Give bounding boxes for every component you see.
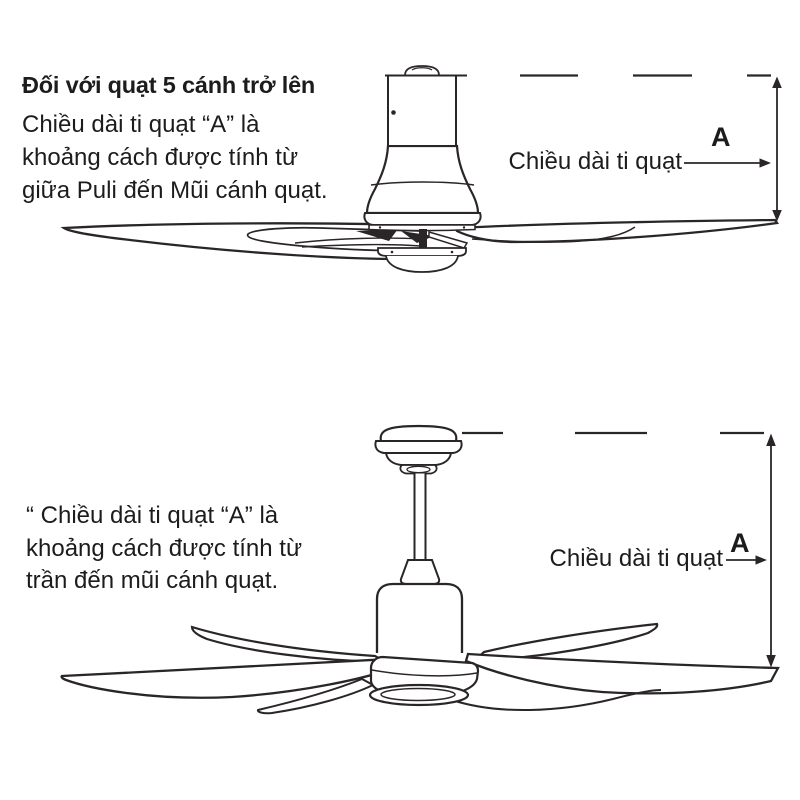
fan-top-screw <box>391 110 396 115</box>
top-dimension-label: Chiều dài ti quạt <box>508 148 682 175</box>
fan-top-bottom-dome <box>386 256 458 272</box>
fan-bottom-light-band <box>370 657 478 705</box>
arrowhead-down-bottom <box>766 655 776 668</box>
top-description-line-2: khoảng cách được tính từ <box>22 144 299 171</box>
arrowhead-up-top <box>772 77 782 89</box>
top-section-description <box>22 108 328 207</box>
bottom-description-line-1: “ Chiều dài ti quạt “A” là <box>26 502 279 529</box>
fan-top-body <box>364 66 480 231</box>
fan-bottom-canopy <box>375 426 461 474</box>
bottom-description-line-2: khoảng cách được tính từ <box>26 534 303 562</box>
top-section-heading: Đối với quạt 5 cánh trở lên <box>22 72 316 98</box>
bottom-dimension-letter: A <box>730 528 750 558</box>
bottom-description-line-3: trần đến mũi cánh quạt. <box>26 567 279 594</box>
arrowhead-up-bottom <box>766 434 776 447</box>
fan-bottom-downrod <box>415 474 426 561</box>
top-dimension-letter: A <box>711 122 731 152</box>
arrowhead-right-top <box>760 158 772 167</box>
fan-top-motor-housing <box>388 76 456 147</box>
fan-bottom-motor-housing <box>377 584 462 653</box>
fan-bottom-coupling <box>401 560 439 584</box>
top-description-line-3: giữa Puli đến Mũi cánh quạt. <box>22 177 328 204</box>
fan-top-right-blade <box>457 220 777 242</box>
top-description-line-1: Chiều dài ti quạt “A” là <box>22 111 260 138</box>
bottom-dimension-label: Chiều dài ti quạt <box>549 545 723 572</box>
bottom-section-description <box>26 500 302 598</box>
arrowhead-right-bottom <box>756 555 768 564</box>
